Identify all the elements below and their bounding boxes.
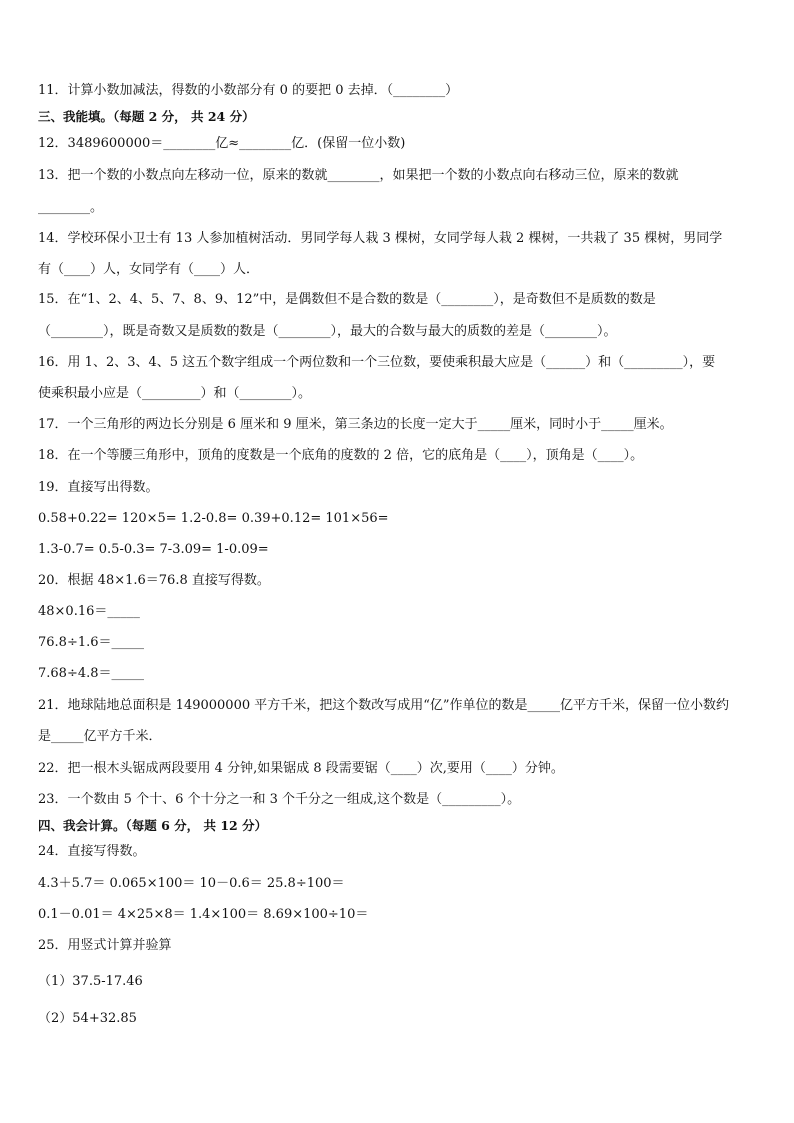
question-24: 24．直接写得数。 [38, 844, 146, 859]
question-15-line-2: （________），既是奇数又是质数的数是（________），最大的合数与最大的质数的差是（________）。 [38, 324, 617, 339]
question-20-item-1: 48×0.16＝_____ [38, 604, 140, 619]
question-20-item-2: 76.8÷1.6＝_____ [38, 635, 145, 650]
question-13-line-2: ________。 [38, 200, 104, 215]
question-21-line-1: 21．地球陆地总面积是 149000000 平方千米，把这个数改写成用“亿”作单位的数是_____亿平方千米，保留一位小数约 [38, 698, 730, 713]
question-13-line-1: 13．把一个数的小数点向左移动一位，原来的数就________，如果把一个数的小数点向右移动三位，原来的数就 [38, 168, 679, 183]
question-12: 12．3489600000＝________亿≈________亿．(保留一位小数) [38, 136, 406, 151]
question-16-line-1: 16．用 1、2、3、4、5 这五个数字组成一个两位数和一个三位数，要使乘积最大应是（______）和（_________），要 [38, 355, 716, 370]
question-25-item-1: （1）37.5-17.46 [38, 974, 143, 989]
question-19-row-1: 0.58+0.22= 120×5= 1.2-0.8= 0.39+0.12= 101×56= [38, 511, 389, 526]
question-25: 25．用竖式计算并验算 [38, 938, 172, 953]
question-23: 23．一个数由 5 个十、6 个十分之一和 3 个千分之一组成,这个数是（_________）。 [38, 792, 521, 807]
question-20-item-3: 7.68÷4.8＝_____ [38, 666, 145, 681]
question-18: 18．在一个等腰三角形中，顶角的度数是一个底角的度数的 2 倍，它的底角是（____），顶角是（____）。 [38, 448, 644, 463]
question-19-row-2: 1.3-0.7= 0.5-0.3= 7-3.09= 1-0.09= [38, 542, 269, 557]
question-21-line-2: 是_____亿平方千米． [38, 729, 162, 744]
question-14-line-2: 有（____）人，女同学有（____）人． [38, 262, 260, 277]
question-22: 22．把一根木头锯成两段要用 4 分钟,如果锯成 8 段需要锯（____）次,要用（____）分钟。 [38, 761, 564, 776]
question-24-row-1: 4.3＋5.7＝ 0.065×100＝ 10－0.6＝ 25.8÷100＝ [38, 876, 345, 891]
question-17: 17．一个三角形的两边长分别是 6 厘米和 9 厘米，第三条边的长度一定大于_____厘米，同时小于_____厘米。 [38, 417, 673, 432]
question-20: 20．根据 48×1.6＝76.8 直接写得数。 [38, 573, 270, 588]
question-24-row-2: 0.1－0.01＝ 4×25×8＝ 1.4×100＝ 8.69×100÷10＝ [38, 907, 369, 922]
question-16-line-2: 使乘积最小应是（_________）和（________）。 [38, 386, 312, 401]
question-25-item-2: （2）54+32.85 [38, 1011, 137, 1026]
section-4-heading: 四、我会计算。（每题 6 分， 共 12 分） [38, 818, 268, 833]
section-3-heading: 三、我能填。（每题 2 分， 共 24 分） [38, 109, 255, 124]
question-19: 19．直接写出得数。 [38, 480, 159, 495]
question-11: 11．计算小数加减法，得数的小数部分有 0 的要把 0 去掉．（________） [38, 83, 459, 98]
question-15-line-1: 15．在“1、2、4、5、7、8、9、12”中，是偶数但不是合数的数是（________），是奇数但不是质数的数是 [38, 292, 656, 307]
question-14-line-1: 14．学校环保小卫士有 13 人参加植树活动．男同学每人栽 3 棵树，女同学每人栽 2 棵树，一共栽了 35 棵树，男同学 [38, 231, 723, 246]
